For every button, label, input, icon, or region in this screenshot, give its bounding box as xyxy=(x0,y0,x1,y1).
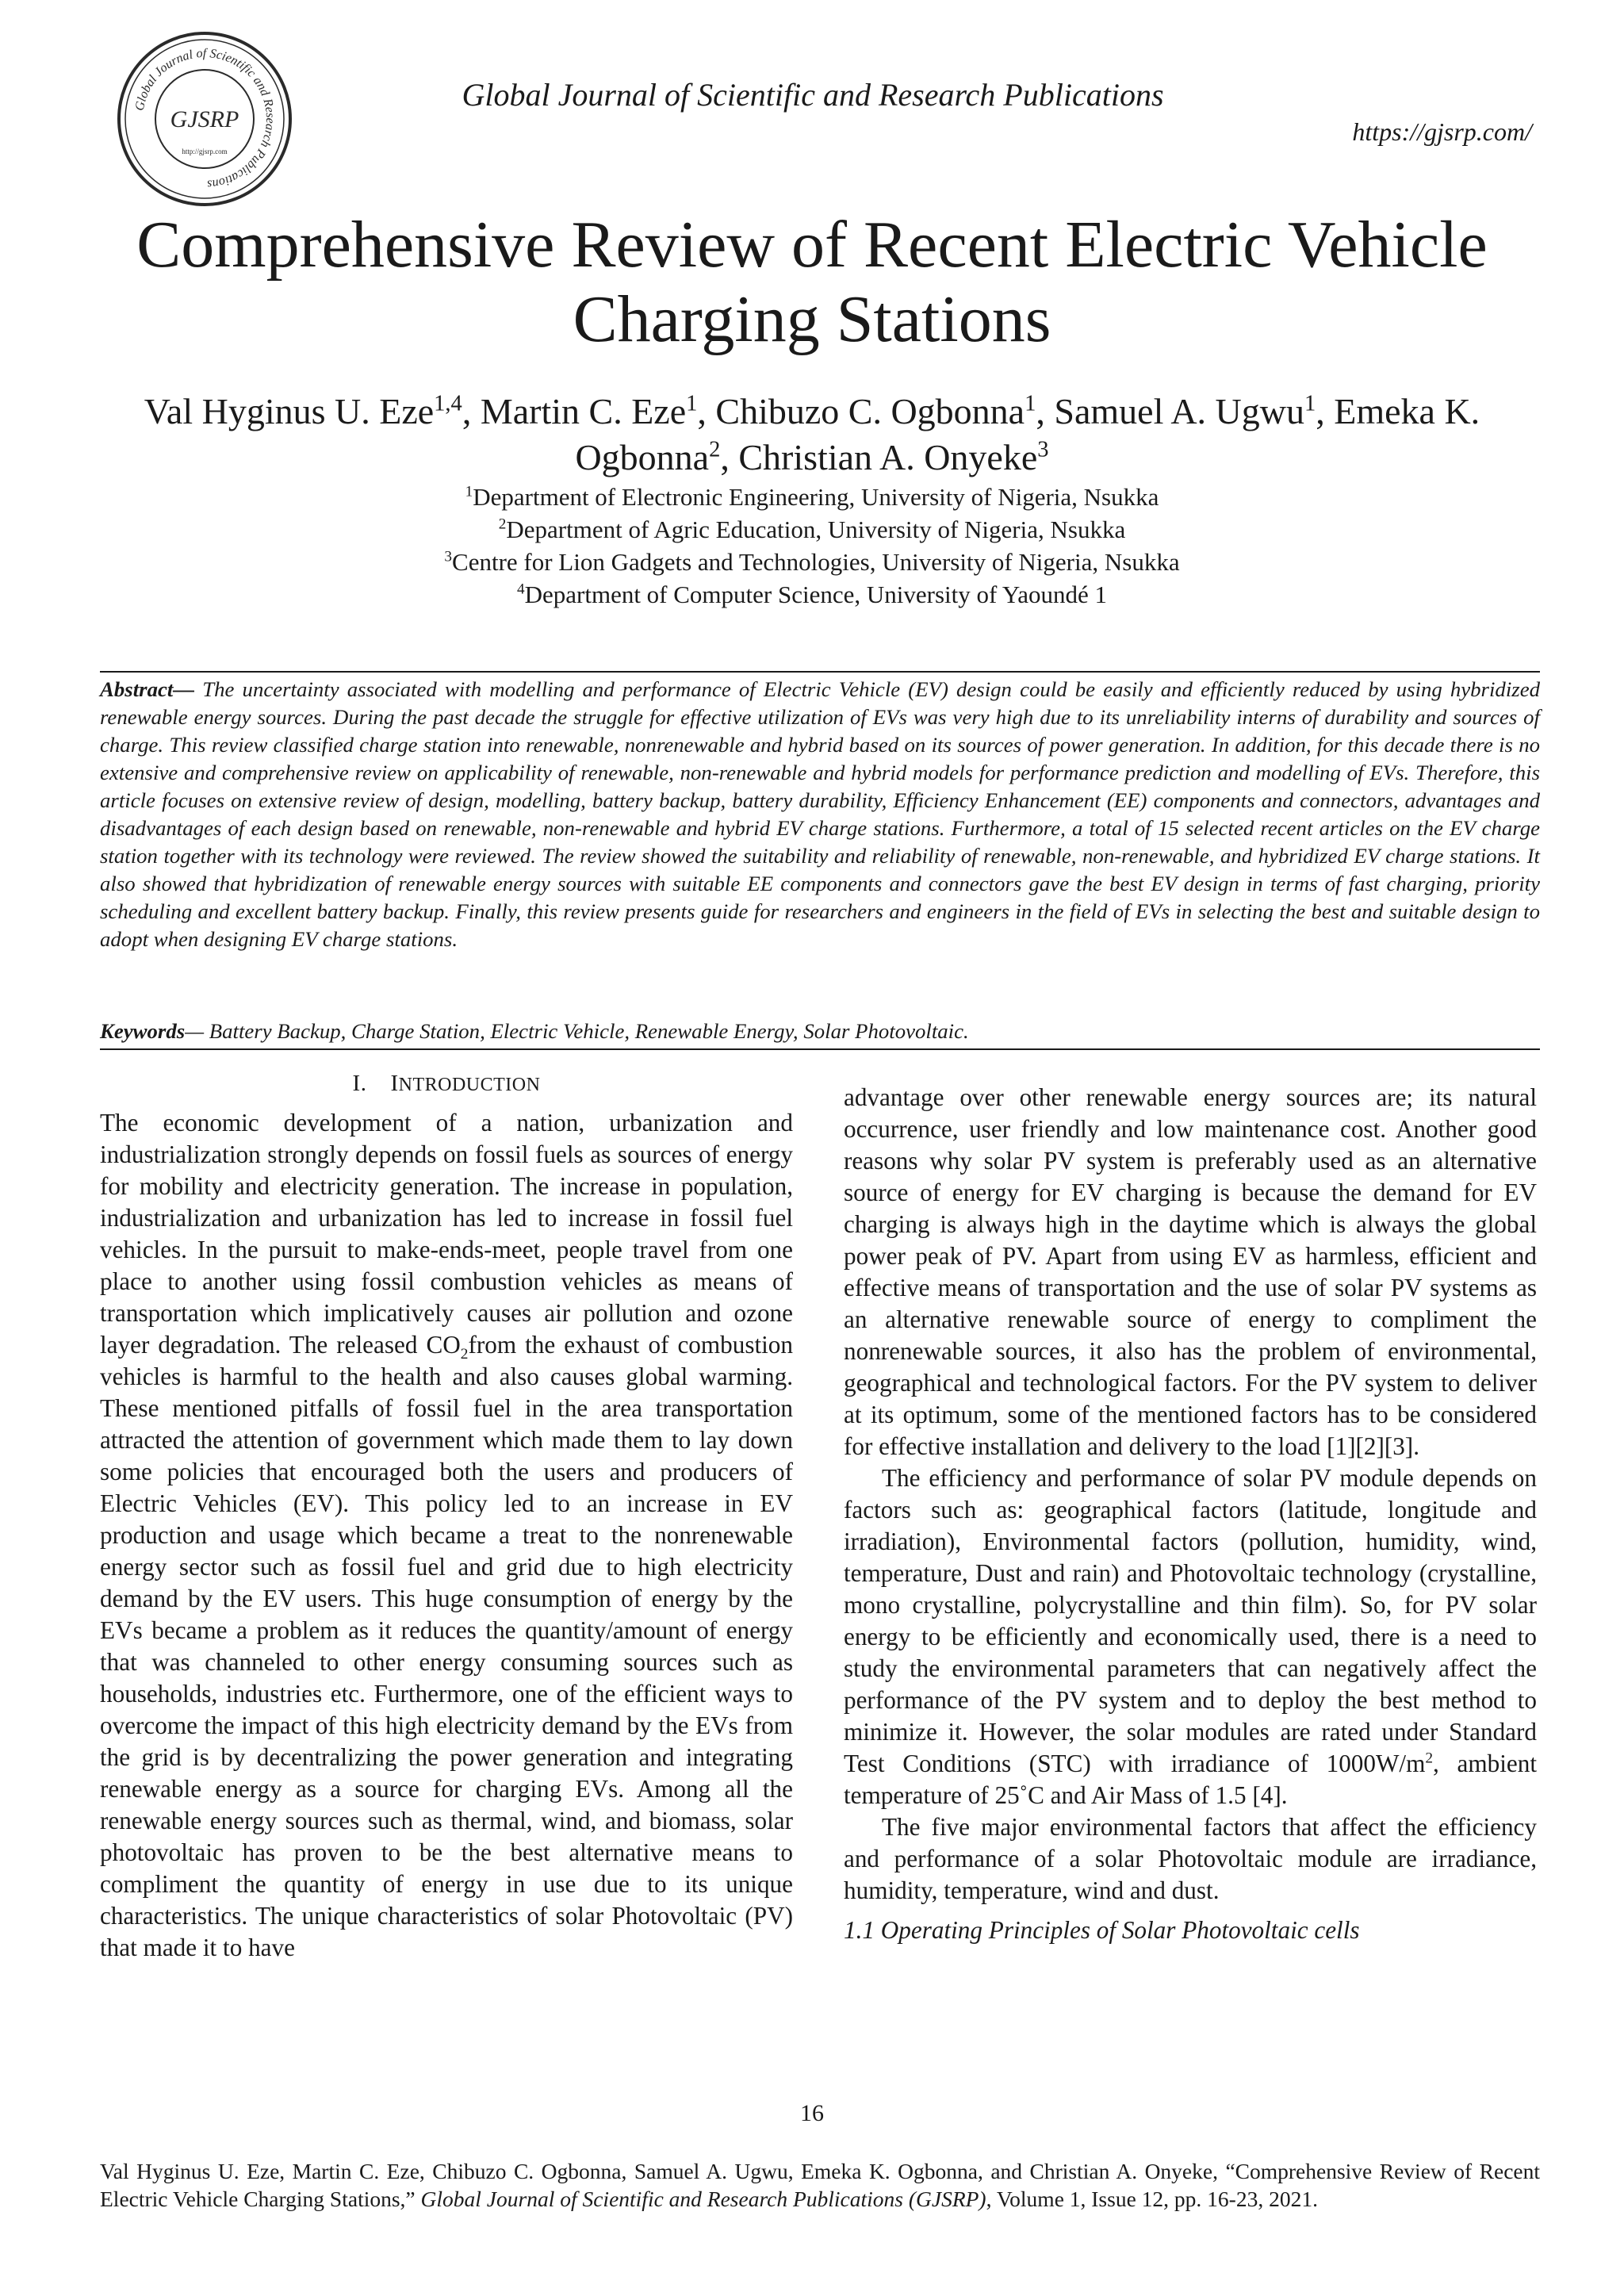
keywords-bottom-rule xyxy=(100,1048,1540,1050)
affiliation-mark: 2 xyxy=(498,516,507,533)
affiliation xyxy=(79,546,1545,578)
affiliation-list xyxy=(79,481,1545,611)
paper-title-line-2: Charging Stations xyxy=(573,282,1051,356)
author-list xyxy=(79,389,1545,481)
abstract xyxy=(100,676,1540,953)
body-paragraph: The economic development of a nation, urbanization and industrialization strongly depends on fossil fuels as sources of energy for mobility and electricity generation. The increase in population, industrialization and urbanization has led to increase in fossil fuel vehicles. In the pursuit to make-ends-meet, people travel from one place to another using fossil combustion vehicles as means of transportation which implicatively causes air pollution and ozone layer degradation. The released $CO_2from$ the exhaust of combustion vehicles is harmful to the health and also causes global warming. These mentioned pitfalls of fossil fuel in the area transportation attracted the attention of government which made them to lay down some policies that encouraged both the users and producers of Electric Vehicles (EV). This policy led to an increase in EV production and usage which became a treat to the nonrenewable energy sector such as fossil fuel and grid due to high electricity demand by the EV users. This huge consumption of energy by the EVs became a problem as it reduces the quantity/amount of energy that was channeled to other energy consuming sources such as households, industries etc. Furthermore, one of the efficient ways to overcome the impact of this high electricity demand by the EVs from the grid is by decentralizing the power generation and integrating renewable energy as a source for charging EVs. Among all the renewable energy sources such as thermal, wind, and biomass, solar photovoltaic has proven to be the best alternative means to compliment the quantity of energy in use due to its unique characteristics. The unique characteristics of solar Photovoltaic (PV) that made it to have xyxy=(100,1109,793,1961)
journal-url[interactable]: https://gjsrp.com/ xyxy=(1352,117,1532,146)
affiliation-mark: 3 xyxy=(444,548,453,565)
author-separator: , xyxy=(720,437,739,477)
author-name: Martin C. Eze xyxy=(480,391,687,431)
keywords-text: — Battery Backup, Charge Station, Electric Vehicle, Renewable Energy, Solar Photovoltaic. xyxy=(185,1019,969,1043)
citation-journal: Global Journal of Scientific and Research Publications (GJSRP) xyxy=(420,2187,986,2211)
abstract-text: The uncertainty associated with modelling and performance of Electric Vehicle (EV) design could be easily and efficiently reduced by using hybridized renewable energy sources. During the past decade the struggle for effective utilization of EVs was very high due to its unreliability interns of durability and sources of charge. This review classified charge station into renewable, nonrenewable and hybrid based on its sources of power generation. In addition, for this decade there is no extensive and comprehensive review on applicability of renewable, non-renewable and hybrid models for performance prediction and modelling of EVs. Therefore, this article focuses on extensive review of design, modelling, battery backup, battery durability, Efficiency Enhancement (EE) components and connectors, advantages and disadvantages of each design based on renewable, non-renewable and hybrid EV charge stations. Furthermore, a total of 15 selected recent articles on the EV charge station together with its technology were reviewed. The review showed the suitability and reliability of renewable, non-renewable, and hybridized EV charge stations. It also showed that hybridization of renewable energy sources with suitable EE components and connectors gave the best EV design in terms of fast charging, priority scheduling and excellent battery backup. Finally, this review presents guide for researchers and engineers in the field of EVs in selecting the best and suitable design to adopt when designing EV charge stations. xyxy=(100,677,1540,951)
affiliation-text: Centre for Lion Gadgets and Technologies, University of Nigeria, Nsukka xyxy=(452,548,1180,576)
keywords-label: Keywords xyxy=(100,1019,186,1043)
affiliation-text: Department of Agric Education, University of Nigeria, Nsukka xyxy=(506,516,1126,543)
author-name: Chibuzo C. Ogbonna xyxy=(715,391,1025,431)
affiliation-text: Department of Electronic Engineering, University of Nigeria, Nsukka xyxy=(473,483,1159,511)
author-affiliation-mark: 1 xyxy=(1304,391,1316,416)
author-affiliation-mark: 3 xyxy=(1037,437,1049,462)
affiliation-mark: 4 xyxy=(517,581,525,598)
section-heading xyxy=(100,1068,793,1101)
section-number: I. xyxy=(352,1071,367,1096)
author-name: Emeka K. xyxy=(1334,391,1480,431)
citation: Val Hyginus U. Eze, Martin C. Eze, Chibuzo C. Ogbonna, Samuel A. Ugwu, Emeka K. Ogbonna, and Christian A. Onyeke, “Comprehensive Review of Recent Electric Vehicle Charging Stations,” Global Journal of Scientific and Research Publications (GJSRP), Volume 1, Issue 12, pp. 16-23, 2021. xyxy=(100,2159,1540,2211)
co2-subscript: 2 xyxy=(460,1346,469,1363)
abstract-label: Abstract— xyxy=(100,677,195,701)
author-name: Samuel A. Ugwu xyxy=(1054,391,1304,431)
abstract-top-rule xyxy=(100,671,1540,673)
journal-logo xyxy=(114,29,295,209)
affiliation-text: Department of Computer Science, University of Yaoundé 1 xyxy=(524,581,1107,608)
body-paragraph: The five major environmental factors that affect the efficiency and performance of a solar Photovoltaic module are irradiance, humidity, temperature, wind and dust. xyxy=(844,1813,1537,1904)
page-number: 16 xyxy=(800,2100,824,2126)
left-column xyxy=(100,1068,793,1964)
section-title-initial: I xyxy=(390,1071,399,1096)
paper-title-line-1: Comprehensive Review of Recent Electric Vehicle xyxy=(136,208,1488,282)
logo-ring-text: Global Journal of Scientific and Research Publications xyxy=(132,46,278,191)
affiliation-mark: 1 xyxy=(465,483,473,500)
author-affiliation-mark: 2 xyxy=(709,437,721,462)
paper-title xyxy=(79,208,1545,357)
logo-text: GJSRP xyxy=(170,106,239,132)
unit-superscript: 2 xyxy=(1425,1750,1434,1767)
author-separator: , xyxy=(1036,391,1055,431)
author-affiliation-mark: 1 xyxy=(1025,391,1036,416)
affiliation xyxy=(79,481,1545,513)
author-affiliation-mark: 1 xyxy=(686,391,698,416)
author-separator: , xyxy=(697,391,716,431)
body-paragraph: advantage over other renewable energy sources are; its natural occurrence, user friendly and low maintenance cost. Another good reasons why solar PV system is preferably used as an alternative source of energy for EV charging is because the demand for EV charging is always high in the daytime which is always the global power peak of PV. Apart from using EV as harmless, efficient and effective means of transportation and the use of solar PV systems as an alternative renewable source of energy to compliment the nonrenewable sources, it also has the problem of environmental, geographical and technological factors. For the PV system to deliver at its optimum, some of the mentioned factors has to be considered for effective installation and delivery to the load [1][2][3]. xyxy=(844,1083,1537,1460)
right-column xyxy=(844,1082,1537,1946)
affiliation xyxy=(79,578,1545,611)
author-name: Val Hyginus U. Eze xyxy=(144,391,435,431)
author-name: Ogbonna xyxy=(575,437,710,477)
affiliation xyxy=(79,513,1545,546)
section-title-rest: NTRODUCTION xyxy=(398,1075,541,1095)
journal-name: Global Journal of Scientific and Research Publications xyxy=(462,77,1164,113)
keywords xyxy=(100,1018,1540,1045)
body-paragraph: The efficiency and performance of solar PV module depends on factors such as: geographical factors (latitude, longitude and irradiation), Environmental factors (pollution, humidity, wind, temperature, Dust and rain) and Photovoltaic technology (crystalline, mono crystalline, polycrystalline and thin film). So, for PV solar energy to be efficiently and economically used, there is a need to study the environmental parameters that can negatively affect the performance of the PV system and to deploy the best method to minimize it. However, the solar modules are rated under Standard Test Conditions (STC) with irradiance of $1000W/m^2$, ambient temperature of 25˚C and Air Mass of 1.5 [4]. xyxy=(844,1464,1537,1809)
author-separator: , xyxy=(462,391,481,431)
logo-url: http://gjsrp.com xyxy=(182,148,228,155)
author-name: Christian A. Onyeke xyxy=(738,437,1038,477)
author-separator: , xyxy=(1316,391,1335,431)
subsection-heading: 1.1 Operating Principles of Solar Photovoltaic cells xyxy=(844,1916,1360,1944)
author-affiliation-mark: 1,4 xyxy=(434,391,462,416)
